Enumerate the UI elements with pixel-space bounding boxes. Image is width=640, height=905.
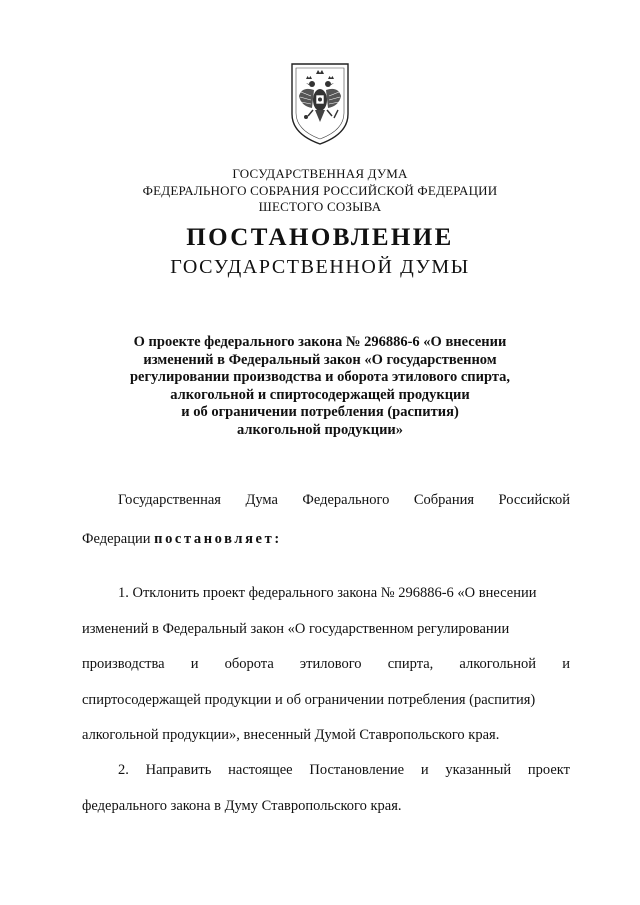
para2-line-1 [82, 762, 570, 779]
para1-word: оборота [224, 656, 274, 672]
para1-word: и [562, 656, 570, 672]
preamble-word: Собрания [413, 492, 475, 508]
subject-line: алкогольной продукции» [236, 421, 404, 438]
para2-word: и [420, 762, 429, 778]
para1-line-4: спиртосодержащей продукции и об ограничении потребления (распития) [82, 692, 536, 708]
preamble-decrees: постановляет: [154, 531, 282, 547]
double-headed-eagle-icon [290, 62, 350, 146]
preamble-line-1 [82, 492, 570, 509]
preamble-line-2 [82, 531, 570, 548]
para1-word: и [190, 656, 199, 672]
para1-line-2: изменений в Федеральный закон «О государственном регулировании [82, 621, 510, 637]
subject-line: изменений в Федеральный закон «О государственном [143, 351, 497, 368]
preamble-word: Государственная [118, 492, 221, 508]
para2-word: 2. [118, 762, 129, 778]
preamble-word: Дума [245, 492, 278, 508]
issuing-body-header [0, 166, 640, 216]
para1-word: алкогольной [459, 656, 537, 672]
para1-line-5: алкогольной продукции», внесенный Думой Ставропольского края. [82, 727, 500, 743]
para2-line-2: федерального закона в Думу Ставропольского края. [82, 798, 402, 814]
document-subtitle: ГОСУДАРСТВЕННОЙ ДУМЫ [170, 256, 470, 278]
subject-line: алкогольной и спиртосодержащей продукции [170, 386, 470, 403]
para1-line-3 [82, 656, 570, 673]
header-line-assembly: ФЕДЕРАЛЬНОГО СОБРАНИЯ РОССИЙСКОЙ ФЕДЕРАЦИИ [142, 182, 498, 198]
header-line-convocation: ШЕСТОГО СОЗЫВА [258, 199, 382, 214]
coat-of-arms-emblem [290, 62, 350, 146]
para1-word: этилового [299, 656, 362, 672]
para1-line-1: 1. Отклонить проект федерального закона № 296886-6 «О внесении [118, 585, 537, 601]
para2-word: проект [527, 762, 570, 778]
para2-word: указанный [445, 762, 512, 778]
subject-line: и об ограничении потребления (распития) [181, 404, 459, 421]
preamble-federation: Федерации [82, 531, 151, 547]
para2-word: Постановление [309, 762, 405, 778]
para1-word: спирта, [387, 656, 434, 672]
para2-word: Направить [145, 762, 212, 778]
para1-word: производства [82, 656, 165, 672]
preamble-word: Федерального [302, 492, 390, 508]
header-line-duma: ГОСУДАРСТВЕННАЯ ДУМА [232, 166, 408, 181]
resolution-subject [0, 334, 640, 440]
subject-line: регулировании производства и оборота этилового спирта, [129, 369, 511, 386]
preamble-word: Российской [498, 492, 570, 508]
document-title: ПОСТАНОВЛЕНИЕ [186, 224, 454, 251]
subject-line: О проекте федерального закона № 296886-6 «О внесении [133, 334, 507, 350]
para2-word: настоящее [228, 762, 293, 778]
